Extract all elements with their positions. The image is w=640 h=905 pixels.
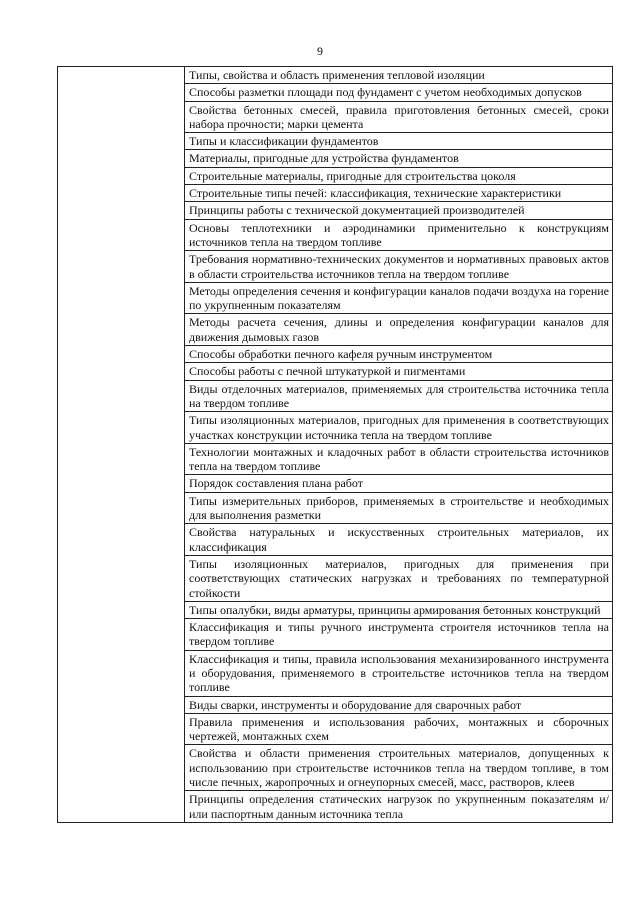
- list-item: Типы изоляционных материалов, пригодных для применения при соответствующих статических нагрузках и требованиях по температурной стойкости: [185, 556, 612, 602]
- list-item: Материалы, пригодные для устройства фундаментов: [185, 150, 612, 167]
- list-item: Свойства и области применения строительных материалов, допущенных к использованию при строительстве источников тепла на твердом топливе, в том числе печных, жаропрочных и огнеупорных смесей, масс, растворов, клеев: [185, 745, 612, 791]
- list-item: Строительные материалы, пригодные для строительства цоколя: [185, 168, 612, 185]
- list-item: Типы изоляционных материалов, пригодных для применения в соответствующих участках конструкции источника тепла на твердом топливе: [185, 412, 612, 444]
- table-row: [58, 67, 613, 823]
- list-item: Свойства бетонных смесей, правила приготовления бетонных смесей, сроки набора прочности; марки цемента: [185, 102, 612, 134]
- list-item: Порядок составления плана работ: [185, 475, 612, 492]
- list-item: Классификация и типы, правила использования механизированного инструмента и оборудования, применяемого в строительстве источников тепла на твердом топливе: [185, 651, 612, 697]
- page-number: 9: [317, 44, 323, 58]
- list-item: Принципы определения статических нагрузок по укрупненным показателям и/или паспортным данным источника тепла: [189, 792, 609, 821]
- list-item: Типы измерительных приборов, применяемых в строительстве и необходимых для выполнения разметки: [185, 493, 612, 525]
- list-item: Строительные типы печей: классификация, технические характеристики: [185, 185, 612, 202]
- list-item: Способы обработки печного кафеля ручным инструментом: [185, 346, 612, 363]
- list-item: Правила применения и использования рабочих, монтажных и сборочных чертежей, монтажных схем: [185, 714, 612, 746]
- list-item: Классификация и типы ручного инструмента строителя источников тепла на твердом топливе: [185, 619, 612, 651]
- list-item: Методы расчета сечения, длины и определения конфигурации каналов для движения дымовых газов: [185, 314, 612, 346]
- list-item: Принципы работы с технической документацией производителей: [185, 202, 612, 219]
- list-item: Методы определения сечения и конфигурации каналов подачи воздуха на горение по укрупненным показателям: [185, 283, 612, 315]
- list-item: Основы теплотехники и аэродинамики применительно к конструкциям источников тепла на твердом топливе: [185, 220, 612, 252]
- list-item: Типы, свойства и область применения тепловой изоляции: [185, 67, 612, 84]
- list-item: Технологии монтажных и кладочных работ в области строительства источников тепла на твердом топливе: [185, 444, 612, 476]
- list-item: Типы опалубки, виды арматуры, принципы армирования бетонных конструкций: [185, 602, 612, 619]
- list-item: Способы работы с печной штукатуркой и пигментами: [185, 363, 612, 380]
- list-item: Виды отделочных материалов, применяемых для строительства источника тепла на твердом топливе: [185, 381, 612, 413]
- list-item: Свойства натуральных и искусственных строительных материалов, их классификация: [185, 524, 612, 556]
- list-item: Способы разметки площади под фундамент с учетом необходимых допусков: [185, 84, 612, 101]
- knowledge-items-list: [185, 67, 612, 822]
- knowledge-table: [57, 66, 613, 823]
- list-item: Виды сварки, инструменты и оборудование для сварочных работ: [185, 697, 612, 714]
- list-item: Типы и классификации фундаментов: [185, 133, 612, 150]
- right-content-cell: [185, 67, 613, 823]
- left-empty-cell: [58, 67, 185, 823]
- list-item: Требования нормативно-технических документов и нормативных правовых актов в области строительства источников тепла на твердом топливе: [185, 251, 612, 283]
